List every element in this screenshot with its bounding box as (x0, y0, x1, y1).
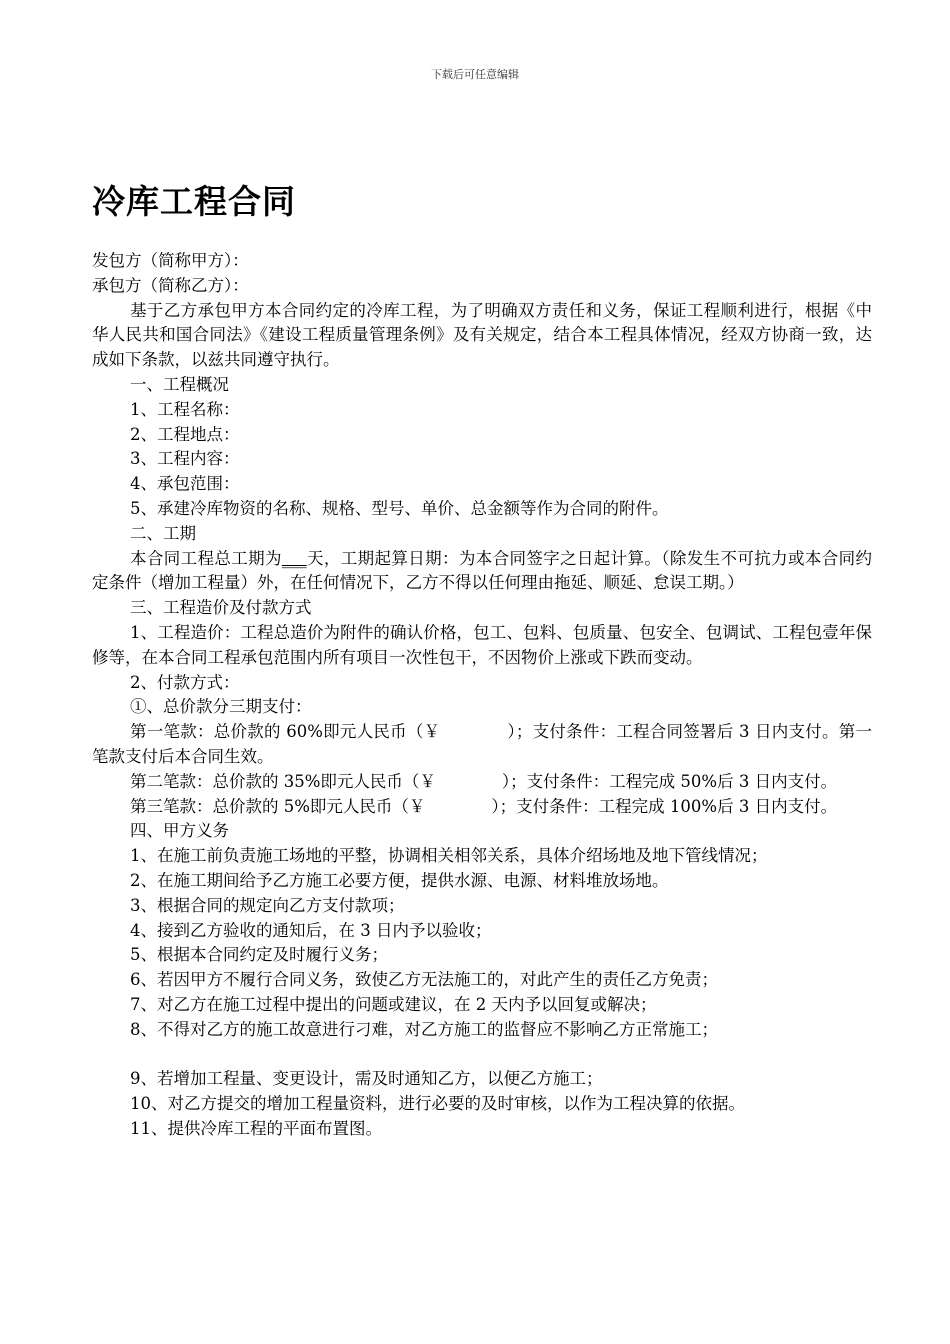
section-2-heading: 二、工期 (130, 523, 196, 543)
contract-body (92, 249, 872, 1142)
obligation-item: 3、根据合同的规定向乙方支付款项； (130, 895, 405, 915)
section-1-item: 3、工程内容： (130, 449, 240, 469)
contract-title: 冷库工程合同 (92, 182, 296, 221)
payment-installment: 第一笔款：总价款的 60%即元人民币（￥ ）；支付条件：工程合同签署后 3 日内支付。第一笔款支付后本合同生效。 (92, 722, 872, 766)
section-1-heading: 一、工程概况 (130, 374, 229, 394)
installments-heading: ①、总价款分三期支付： (130, 697, 312, 717)
obligation-item: 6、若因甲方不履行合同义务，致使乙方无法施工的，对此产生的责任乙方免责； (130, 970, 718, 990)
blank-line (92, 1043, 872, 1068)
page-header: 下载后可任意编辑 (431, 68, 519, 81)
obligation-item: 4、接到乙方验收的通知后，在 3 日内予以验收； (130, 920, 492, 940)
payment-method-heading: 2、付款方式： (130, 672, 240, 692)
schedule-days-blank: ___ (281, 548, 307, 568)
section-1-item: 2、工程地点： (130, 424, 240, 444)
obligation-item: 9、若增加工程量、变更设计，需及时通知乙方，以便乙方施工； (130, 1069, 603, 1089)
obligation-item: 8、不得对乙方的施工故意进行刁难，对乙方施工的监督应不影响乙方正常施工； (130, 1019, 718, 1039)
payment-installment: 第二笔款：总价款的 35%即元人民币（￥ ）；支付条件：工程完成 50%后 3 日内支付。 (130, 771, 838, 791)
obligation-item: 1、在施工前负责施工场地的平整，协调相关相邻关系，具体介绍场地及地下管线情况； (130, 846, 768, 866)
obligation-item: 5、根据本合同约定及时履行义务； (130, 945, 388, 965)
schedule-text-post: 天，工期起算日期：为本合同签字之日起计算。（除发生不可抗力或本合同约定条件（增加工程量）外，在任何情况下，乙方不得以任何理由拖延、顺延、怠误工期。） (92, 548, 873, 593)
section-1-item: 1、工程名称： (130, 399, 240, 419)
party-a-line: 发包方（简称甲方）： (92, 251, 249, 270)
section-1-item: 5、承建冷库物资的名称、规格、型号、单价、总金额等作为合同的附件。 (130, 498, 669, 518)
intro-paragraph: 基于乙方承包甲方本合同约定的冷库工程，为了明确双方责任和义务，保证工程顺利进行，根据《中华人民共和国合同法》《建设工程质量管理条例》及有关规定，结合本工程具体情况，经双方协商一致，达成如下条款，以兹共同遵守执行。 (92, 300, 872, 370)
obligation-item: 7、对乙方在施工过程中提出的问题或建议，在 2 天内予以回复或解决； (130, 994, 657, 1014)
obligation-item: 10、对乙方提交的增加工程量资料，进行必要的及时审核，以作为工程决算的依据。 (130, 1094, 745, 1114)
obligation-item: 2、在施工期间给予乙方施工必要方便，提供水源、电源、材料堆放场地。 (130, 870, 669, 890)
schedule-text-pre: 本合同工程总工期为 (130, 548, 282, 568)
cost-paragraph: 1、工程造价：工程总造价为附件的确认价格，包工、包料、包质量、包安全、包调试、工程包壹年保修等，在本合同工程承包范围内所有项目一次性包干，不因物价上涨或下跌而变动。 (92, 622, 872, 667)
section-3-heading: 三、工程造价及付款方式 (130, 598, 312, 618)
section-1-item: 4、承包范围： (130, 474, 240, 494)
payment-installment: 第三笔款：总价款的 5%即元人民币（￥ ）；支付条件：工程完成 100%后 3 日内支付。 (130, 796, 838, 816)
schedule-paragraph (92, 547, 872, 597)
party-b-line: 承包方（简称乙方）： (92, 275, 249, 295)
obligation-item: 11、提供冷库工程的平面布置图。 (130, 1118, 382, 1138)
section-4-heading: 四、甲方义务 (130, 821, 229, 841)
